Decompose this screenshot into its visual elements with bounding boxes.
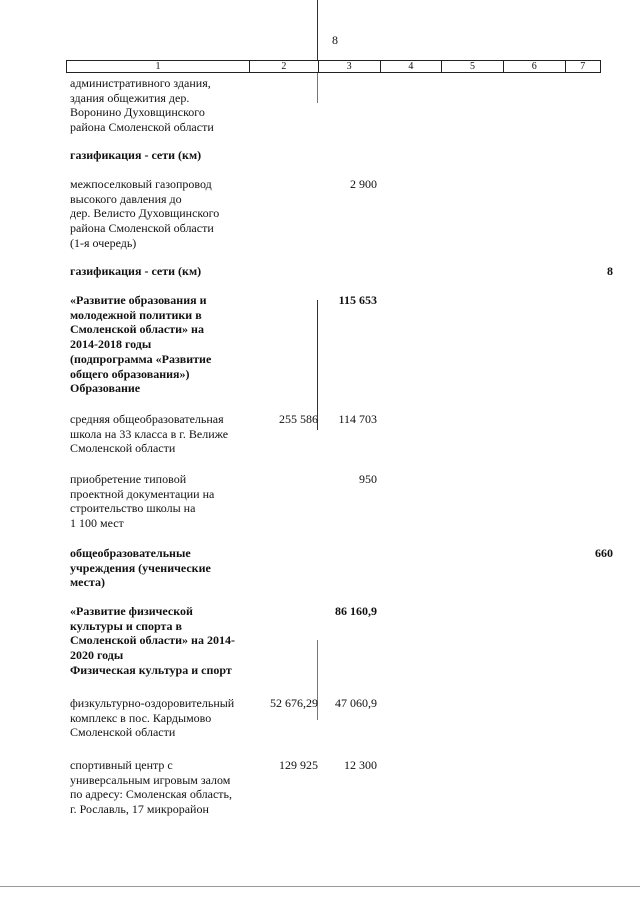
row-total-cost-cell: 52 676,29 (270, 696, 318, 710)
row-name-cell: газификация - сети (км) (70, 148, 202, 162)
row-name-cell: «Развитие физической культуры и спорта в Смоленской области» на 2014- 2020 годы Физическая культура и спорт (70, 604, 235, 677)
row-name-cell: средняя общеобразовательная школа на 33 класса в г. Велиже Смоленской области (70, 412, 229, 456)
row-name-cell: спортивный центр с универсальным игровым залом по адресу: Смоленская область, г. Рославль, 17 микрорайон (70, 758, 232, 817)
row-amount-cell: 12 300 (344, 758, 377, 772)
row-name-cell: общеобразовательные учреждения (ученические места) (70, 546, 211, 590)
row-name-cell: приобретение типовой проектной документации на строительство школы на 1 100 мест (70, 472, 215, 531)
column-divider-mid (317, 73, 318, 103)
row-name-cell: физкультурно-оздоровительный комплекс в пос. Кардымово Смоленской области (70, 696, 235, 740)
column-divider-top (317, 0, 318, 60)
row-total-cost-cell: 129 925 (279, 758, 318, 772)
column-header-row (66, 60, 601, 73)
row-amount-cell: 2 900 (350, 177, 377, 191)
column-header-6: 6 (503, 61, 565, 73)
row-amount-cell: 86 160,9 (335, 604, 377, 618)
row-amount-cell: 950 (359, 472, 377, 486)
page-bottom-rule (0, 886, 640, 887)
row-amount-cell: 47 060,9 (335, 696, 377, 710)
row-name-cell: административного здания, здания общежития дер. Воронино Духовщинского района Смоленской области (70, 76, 214, 135)
column-header-1: 1 (67, 61, 250, 73)
row-amount-cell: 114 703 (338, 412, 377, 426)
row-amount-cell: 115 653 (338, 293, 377, 307)
row-total-cost-cell: 255 586 (279, 412, 318, 426)
row-name-cell: межпоселковый газопровод высокого давления до дер. Велисто Духовщинского района Смоленской области (1-я очередь) (70, 177, 220, 250)
row-capacity-cell: 660 (595, 546, 613, 560)
row-capacity-cell: 8 (607, 264, 613, 278)
column-header-7: 7 (565, 61, 600, 73)
column-header-4: 4 (380, 61, 442, 73)
column-divider-low (317, 300, 318, 430)
column-header-5: 5 (442, 61, 504, 73)
row-name-cell: газификация - сети (км) (70, 264, 202, 278)
column-header-2: 2 (250, 61, 319, 73)
column-header-3: 3 (318, 61, 380, 73)
row-name-cell: «Развитие образования и молодежной политики в Смоленской области» на 2014-2018 годы (подпрограмма «Развитие общего образования») Образование (70, 293, 212, 396)
page-number: 8 (332, 33, 338, 47)
